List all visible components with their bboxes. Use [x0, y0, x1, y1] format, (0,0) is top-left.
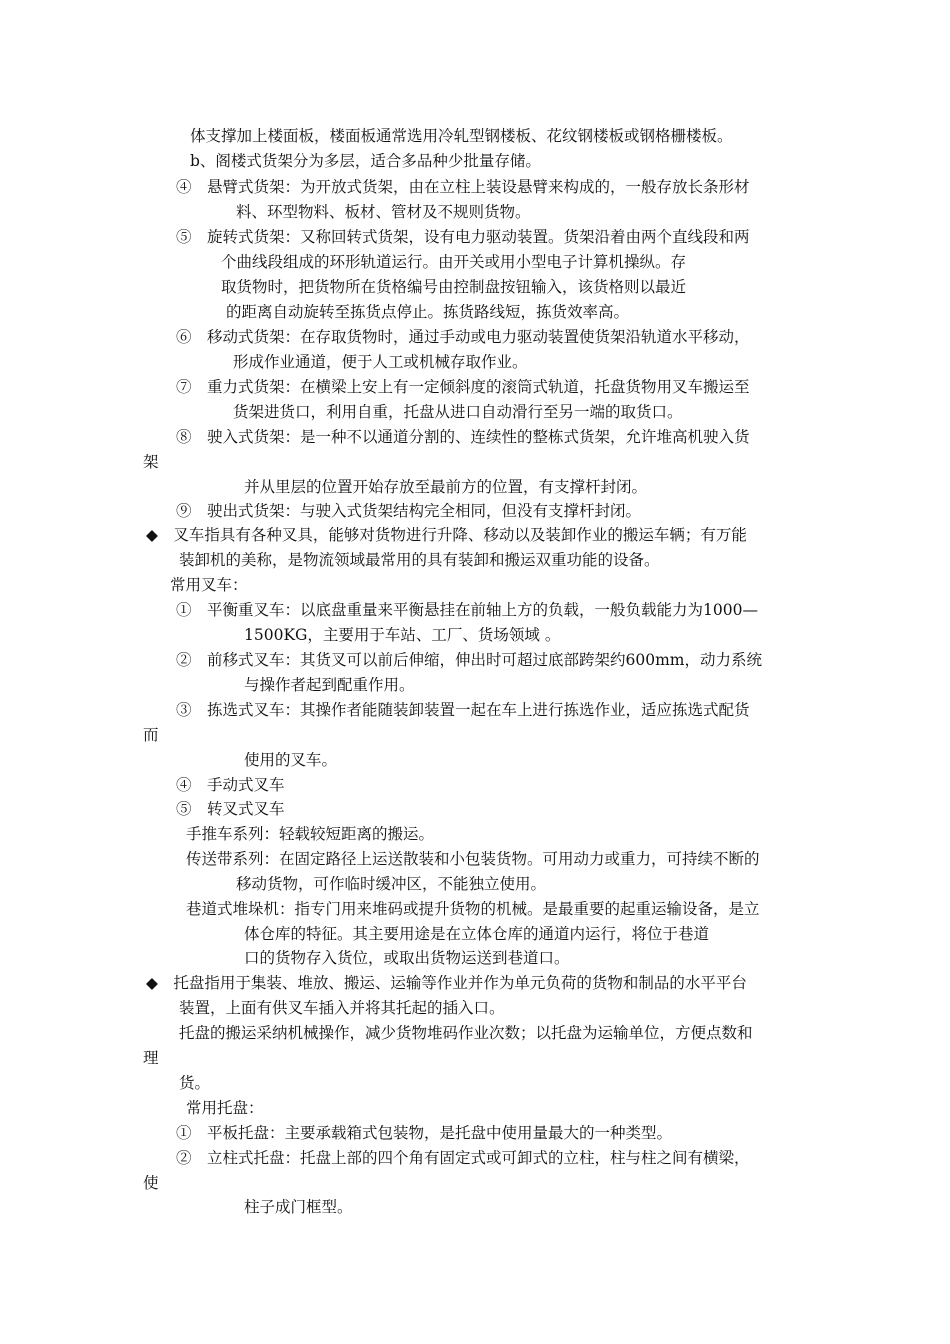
- text-line: ② 立柱式托盘：托盘上部的四个角有固定式或可卸式的立柱，柱与柱之间有横梁，: [176, 1149, 750, 1167]
- text-line: 移动货物，可作临时缓冲区，不能独立使用。: [236, 875, 547, 893]
- text-line: 装卸机的美称，是物流领域最常用的具有装卸和搬运双重功能的设备。: [179, 551, 660, 569]
- text-line: 架: [143, 453, 159, 471]
- text-line: b、阁楼式货架分为多层，适合多品种少批量存储。: [190, 152, 541, 170]
- text-line: 使: [143, 1174, 159, 1192]
- text-line: 个曲线段组成的环形轨道运行。由开关或用小型电子计算机操纵。存: [221, 253, 687, 271]
- text-line: ④ 手动式叉车: [176, 776, 285, 794]
- text-line: ⑤ 转叉式叉车: [176, 800, 285, 818]
- text-line: 装置，上面有供叉车插入并将其托起的插入口。: [179, 999, 505, 1017]
- text-line: 口的货物存入货位，或取出货物运送到巷道口。: [244, 949, 570, 967]
- text-line: 托盘的搬运采纳机械操作，减少货物堆码作业次数；以托盘为运输单位，方便点数和: [179, 1024, 753, 1042]
- text-line: ◆ 叉车指具有各种叉具，能够对货物进行升降、移动以及装卸作业的搬运车辆；有万能: [146, 526, 747, 544]
- text-line: ◆ 托盘指用于集装、堆放、搬运、运输等作业并作为单元负荷的货物和制品的水平平台: [146, 974, 747, 992]
- text-line: 手推车系列：轻载较短距离的搬运。: [186, 825, 435, 843]
- text-line: 巷道式堆垛机：指专门用来堆码或提升货物的机械。是最重要的起重运输设备，是立: [186, 900, 760, 918]
- text-line: ② 前移式叉车：其货叉可以前后伸缩，伸出时可超过底部跨架约600mm，动力系统: [176, 651, 762, 669]
- text-line: 而: [143, 726, 159, 744]
- text-line: 形成作业通道，便于人工或机械存取作业。: [233, 353, 528, 371]
- text-line: 体仓库的特征。其主要用途是在立体仓库的通道内运行，将位于巷道: [244, 925, 710, 943]
- text-line: ③ 拣选式叉车：其操作者能随装卸装置一起在车上进行拣选作业，适应拣选式配货: [176, 701, 750, 719]
- text-line: 传送带系列：在固定路径上运送散装和小包装货物。可用动力或重力，可持续不断的: [186, 850, 760, 868]
- text-line: ① 平衡重叉车：以底盘重量来平衡悬挂在前轴上方的负载，一般负载能力为1000—: [176, 601, 758, 619]
- text-line: ⑨ 驶出式货架：与驶入式货架结构完全相同，但没有支撑杆封闭。: [176, 502, 642, 520]
- text-line: 使用的叉车。: [244, 751, 338, 769]
- text-line: 取货物时，把货物所在货格编号由控制盘按钮输入，该货格则以最近: [221, 278, 687, 296]
- text-line: 料、环型物料、板材、管材及不规则货物。: [236, 203, 531, 221]
- text-line: 与操作者起到配重作用。: [244, 676, 415, 694]
- text-line: ⑥ 移动式货架：在存取货物时，通过手动或电力驱动装置使货架沿轨道水平移动，: [176, 328, 750, 346]
- text-line: 常用托盘：: [186, 1099, 264, 1117]
- text-line: ⑦ 重力式货架：在横梁上安上有一定倾斜度的滚筒式轨道，托盘货物用叉车搬运至: [176, 378, 750, 396]
- text-line: ⑤ 旋转式货架：又称回转式货架，设有电力驱动装置。货架沿着由两个直线段和两: [176, 228, 750, 246]
- text-line: 货。: [179, 1074, 211, 1092]
- text-line: 柱子成门框型。: [244, 1198, 353, 1216]
- text-line: ① 平板托盘：主要承载箱式包装物，是托盘中使用量最大的一种类型。: [176, 1124, 673, 1142]
- text-line: 常用叉车：: [170, 576, 248, 594]
- text-line: ④ 悬臂式货架：为开放式货架，由在立柱上装设悬臂来构成的，一般存放长条形材: [176, 178, 750, 196]
- text-line: 货架进货口，利用自重，托盘从进口自动滑行至另一端的取货口。: [233, 403, 683, 421]
- text-line: ⑧ 驶入式货架：是一种不以通道分割的、连续性的整栋式货架，允许堆高机驶入货: [176, 428, 750, 446]
- text-line: 理: [143, 1049, 159, 1067]
- text-line: 的距离自动旋转至拣货点停止。拣货路线短，拣货效率高。: [226, 303, 630, 321]
- text-line: 1500KG，主要用于车站、工厂、货场领域 。: [244, 626, 561, 644]
- text-line: 体支撑加上楼面板，楼面板通常选用冷轧型钢楼板、花纹钢楼板或钢格栅楼板。: [190, 127, 733, 145]
- text-line: 并从里层的位置开始存放至最前方的位置，有支撑杆封闭。: [244, 478, 648, 496]
